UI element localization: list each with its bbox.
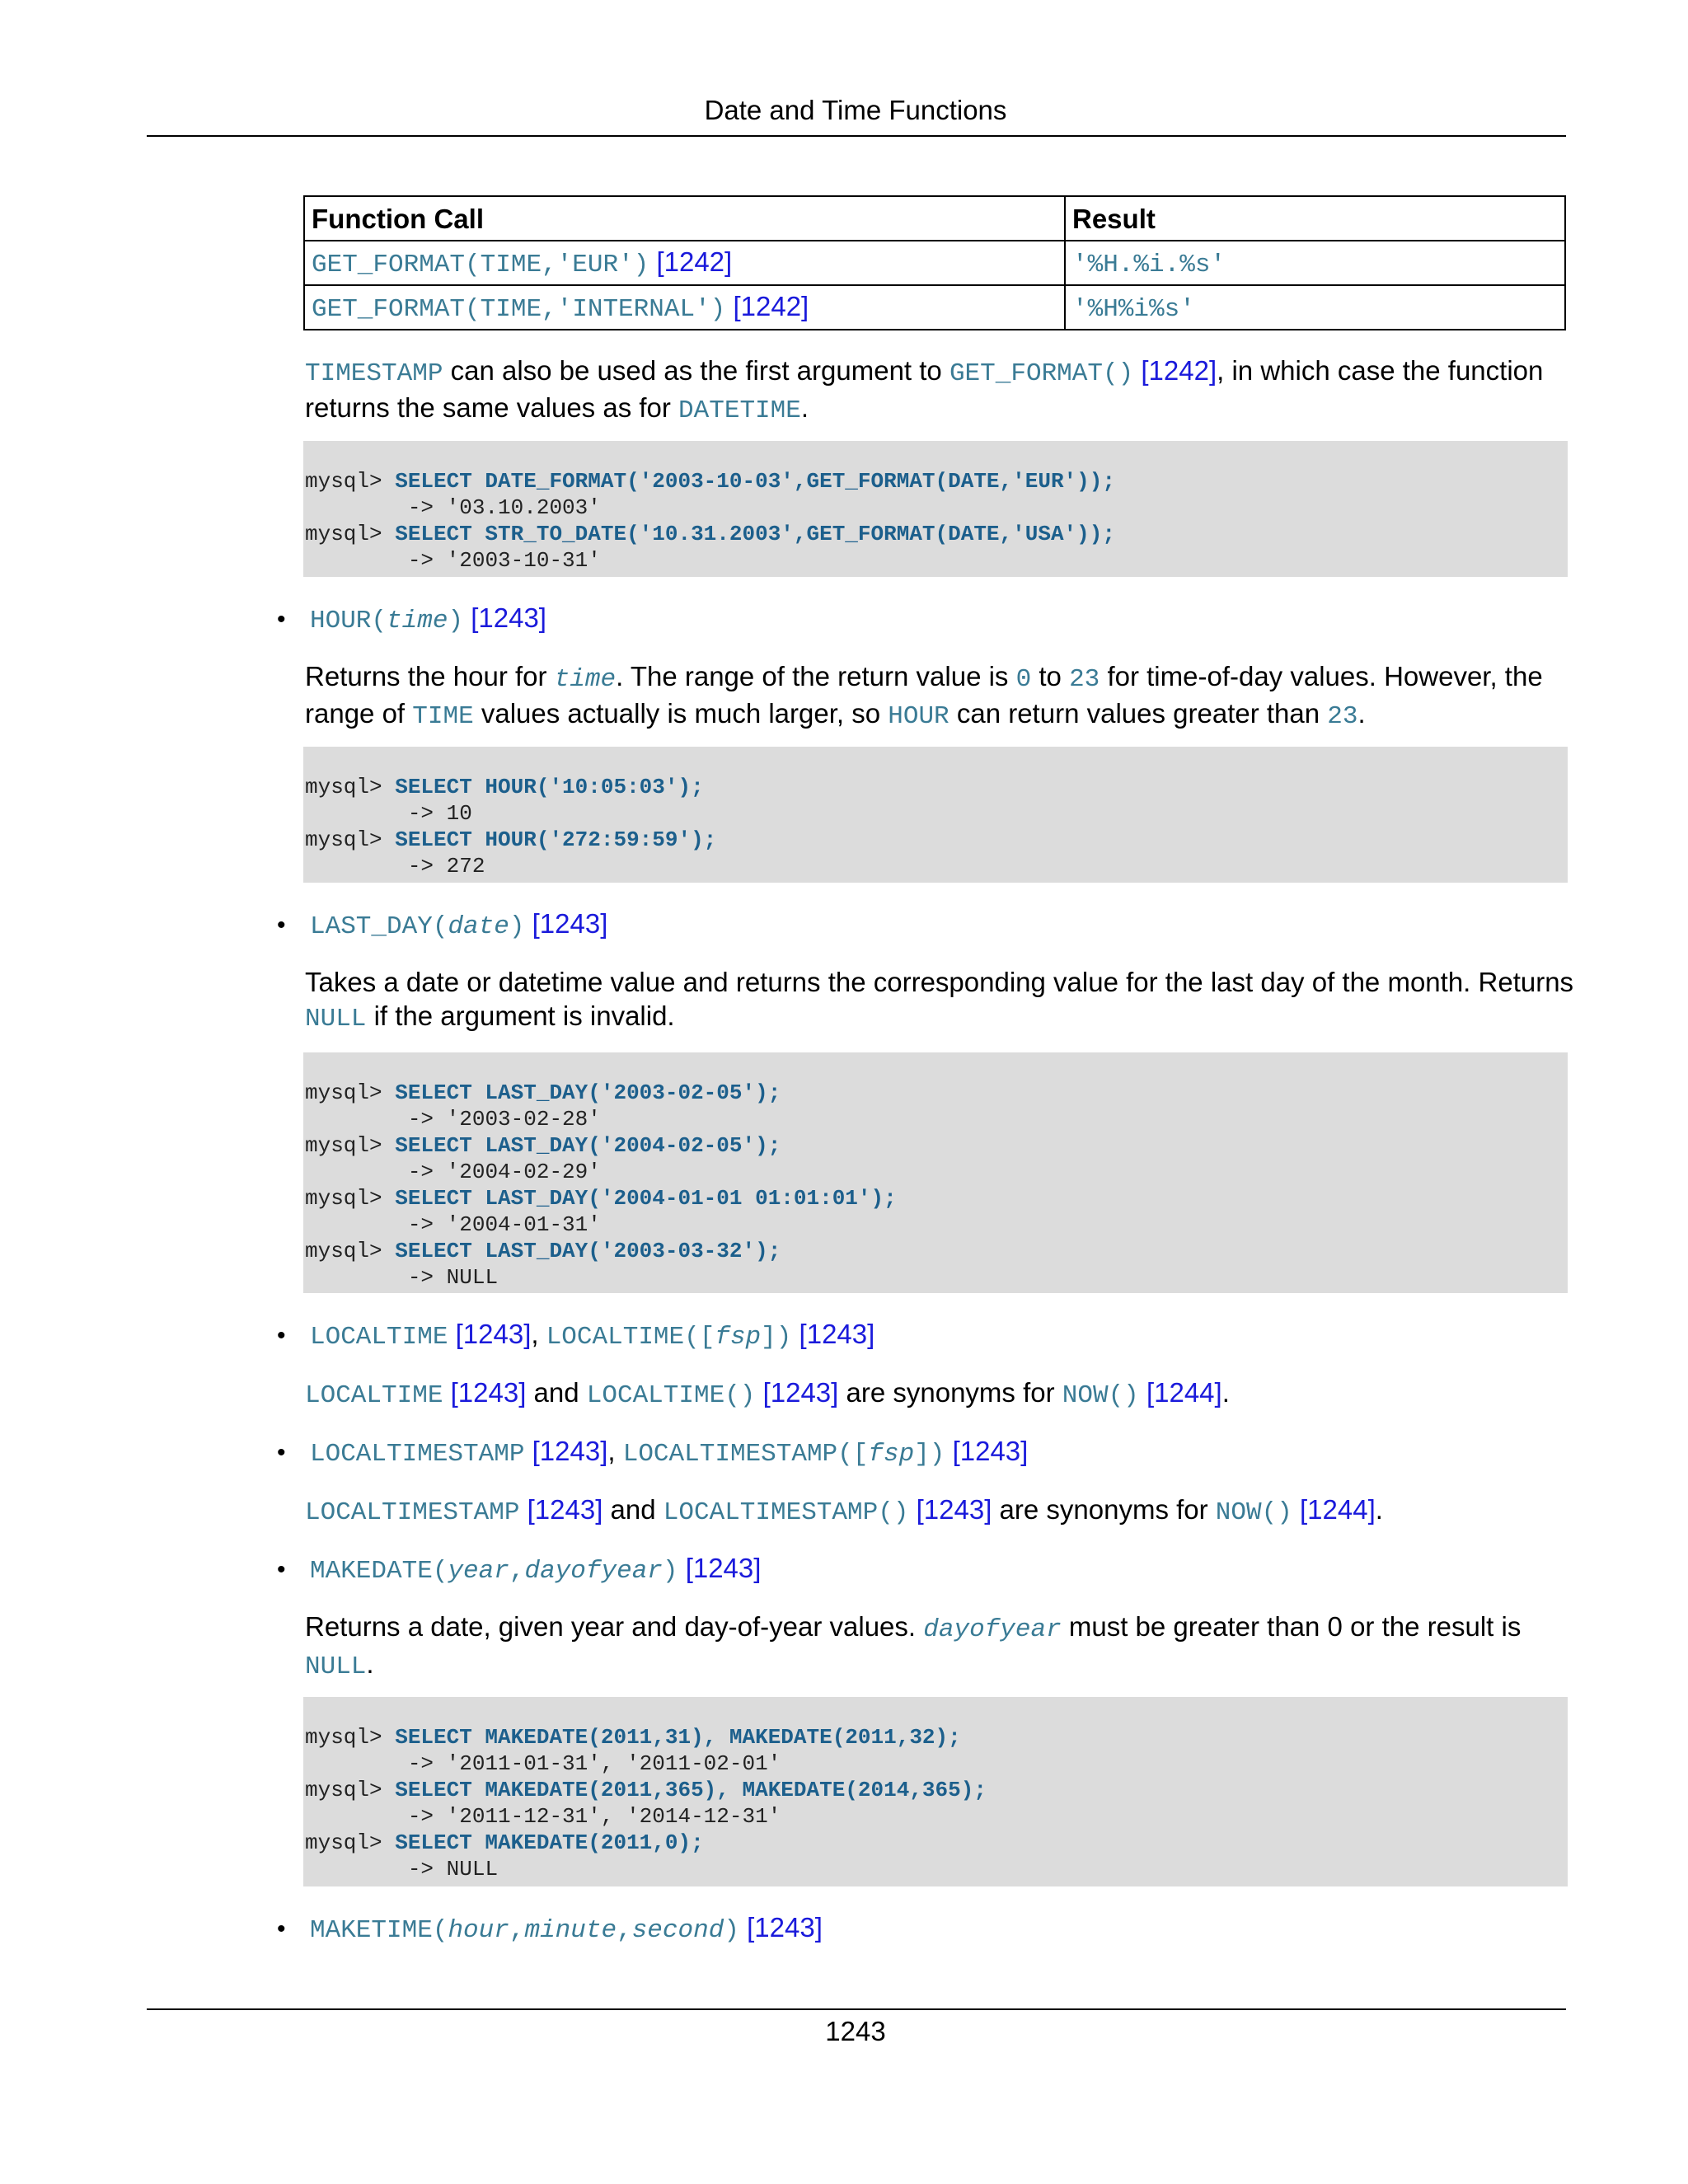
page-reference-link[interactable]: [1243] bbox=[799, 1319, 875, 1349]
list-item-hour bbox=[277, 601, 1563, 638]
paragraph-text: if the argument is invalid. bbox=[366, 1001, 675, 1031]
hour-function-link[interactable]: HOUR( bbox=[310, 607, 387, 635]
function-close: ) bbox=[509, 912, 525, 941]
list-item-maketime bbox=[277, 1910, 1563, 1947]
timestamp-code[interactable]: TIMESTAMP bbox=[305, 359, 443, 388]
get-format-link[interactable]: GET_FORMAT() bbox=[949, 359, 1134, 388]
code-command: SELECT HOUR('272:59:59'); bbox=[395, 827, 717, 852]
localtime-code-link[interactable]: LOCALTIME bbox=[305, 1381, 443, 1410]
time-code[interactable]: TIME bbox=[412, 702, 474, 731]
code-line bbox=[305, 1238, 1568, 1264]
code-literal: 23 bbox=[1327, 702, 1358, 731]
paragraph-text: can return values greater than bbox=[949, 698, 1328, 729]
table-row bbox=[304, 241, 1565, 285]
code-command: SELECT MAKEDATE(2011,365), MAKEDATE(2014,365); bbox=[395, 1778, 987, 1802]
code-line bbox=[305, 827, 1568, 853]
code-line bbox=[305, 1080, 1568, 1106]
code-literal: 0 bbox=[1015, 665, 1032, 694]
code-literal: 23 bbox=[1069, 665, 1100, 694]
code-prompt bbox=[305, 548, 408, 573]
table-header-row bbox=[304, 196, 1565, 241]
code-prompt bbox=[305, 1804, 408, 1829]
code-output: -> '2011-12-31', '2014-12-31' bbox=[407, 1804, 781, 1829]
last-day-function-link[interactable]: LAST_DAY( bbox=[310, 912, 448, 941]
result-value: '%H%i%s' bbox=[1072, 294, 1195, 324]
code-output: -> NULL bbox=[407, 1265, 499, 1290]
page-reference-link[interactable]: [1243] bbox=[455, 1319, 532, 1349]
code-command: SELECT HOUR('10:05:03'); bbox=[395, 775, 704, 799]
code-line bbox=[305, 494, 1568, 521]
code-command: SELECT LAST_DAY('2004-01-01 01:01:01'); bbox=[395, 1186, 897, 1211]
paragraph-text: . The range of the return value is bbox=[616, 661, 1016, 691]
now-link[interactable]: NOW() bbox=[1062, 1381, 1139, 1410]
code-line bbox=[305, 468, 1568, 494]
table-header-function-call: Function Call bbox=[304, 196, 1065, 241]
code-output: -> '03.10.2003' bbox=[407, 495, 601, 520]
timestamp-paragraph bbox=[305, 354, 1574, 428]
paragraph-text: Returns the hour for bbox=[305, 661, 555, 691]
code-command: SELECT LAST_DAY('2004-02-05'); bbox=[395, 1133, 781, 1158]
code-output: -> '2004-02-29' bbox=[407, 1160, 601, 1184]
paragraph-text: . bbox=[1357, 698, 1366, 729]
paragraph-text: to bbox=[1031, 661, 1070, 691]
code-command: SELECT LAST_DAY('2003-03-32'); bbox=[395, 1239, 781, 1263]
last-day-description bbox=[305, 965, 1574, 1036]
page-reference-link[interactable]: [1243] bbox=[747, 1912, 823, 1943]
page-reference-link[interactable]: [1243] bbox=[532, 1436, 608, 1466]
page-reference-link[interactable]: [1243] bbox=[685, 1553, 762, 1583]
function-argument: time bbox=[387, 607, 448, 635]
code-prompt: mysql> bbox=[305, 1830, 396, 1855]
paragraph-text: . bbox=[1375, 1494, 1383, 1525]
function-close: ) bbox=[662, 1557, 678, 1586]
page-reference-link[interactable]: [1242] bbox=[656, 246, 733, 277]
function-comma: , bbox=[509, 1557, 525, 1586]
code-line bbox=[305, 1212, 1568, 1238]
paragraph-text: for time-of-day values. However, the range of bbox=[305, 661, 1543, 729]
code-prompt bbox=[305, 1751, 408, 1776]
code-command: SELECT STR_TO_DATE('10.31.2003',GET_FORMAT(DATE,'USA')); bbox=[395, 522, 1115, 546]
null-code[interactable]: NULL bbox=[305, 1005, 367, 1033]
page-reference-link[interactable]: [1243] bbox=[527, 1494, 603, 1525]
code-line bbox=[305, 1132, 1568, 1159]
code-line bbox=[305, 800, 1568, 827]
table-cell-call bbox=[304, 241, 1065, 285]
bullet-icon: • bbox=[277, 606, 286, 633]
paragraph-text: can also be used as the first argument to bbox=[443, 355, 950, 386]
paragraph-text: Takes a date or datetime value and returns the corresponding value for the last day of the month. Returns bbox=[305, 967, 1574, 997]
null-code[interactable]: NULL bbox=[305, 1652, 367, 1681]
table-row bbox=[304, 285, 1565, 330]
code-line bbox=[305, 853, 1568, 879]
now-link[interactable]: NOW() bbox=[1215, 1498, 1292, 1527]
table-header-result: Result bbox=[1065, 196, 1565, 241]
localtimestamp-code-link[interactable]: LOCALTIMESTAMP bbox=[305, 1498, 520, 1527]
code-output: -> '2003-02-28' bbox=[407, 1107, 601, 1132]
code-prompt bbox=[305, 1857, 408, 1882]
bullet-icon: • bbox=[277, 1556, 286, 1583]
hour-code[interactable]: HOUR bbox=[888, 702, 950, 731]
code-block-get-format bbox=[303, 441, 1568, 577]
page-reference-link[interactable]: [1243] bbox=[532, 908, 608, 939]
function-argument: dayofyear bbox=[524, 1557, 663, 1586]
function-comma: , bbox=[509, 1916, 525, 1945]
function-argument: year bbox=[448, 1557, 509, 1586]
argument-name: time bbox=[554, 665, 617, 694]
paragraph-text: . bbox=[366, 1648, 374, 1679]
code-command: SELECT MAKEDATE(2011,31), MAKEDATE(2011,32); bbox=[395, 1725, 961, 1750]
paragraph-text: . bbox=[1221, 1377, 1230, 1408]
localtimestamp-link[interactable]: LOCALTIMESTAMP bbox=[310, 1440, 525, 1469]
code-prompt: mysql> bbox=[305, 775, 396, 799]
localtime-description bbox=[305, 1376, 1574, 1413]
function-close: ) bbox=[448, 607, 464, 635]
function-argument: fsp bbox=[868, 1440, 915, 1469]
bullet-icon: • bbox=[277, 1439, 286, 1466]
paragraph-text: must be greater than 0 or the result is bbox=[1061, 1611, 1522, 1642]
page-reference-link[interactable]: [1242] bbox=[733, 290, 809, 321]
page-reference-link[interactable]: [1244] bbox=[1299, 1494, 1376, 1525]
function-argument: fsp bbox=[715, 1323, 762, 1352]
list-item-localtimestamp bbox=[277, 1434, 1563, 1471]
page-reference-link[interactable]: [1244] bbox=[1146, 1377, 1222, 1408]
localtimestamp-description bbox=[305, 1493, 1574, 1530]
code-command: SELECT DATE_FORMAT('2003-10-03',GET_FORMAT(DATE,'EUR')); bbox=[395, 469, 1115, 494]
separator: , bbox=[531, 1319, 546, 1349]
makedate-function-link[interactable]: MAKEDATE( bbox=[310, 1557, 448, 1586]
code-line bbox=[305, 1830, 1568, 1856]
datetime-code[interactable]: DATETIME bbox=[678, 396, 801, 425]
function-argument: minute bbox=[524, 1916, 617, 1945]
paragraph-text: and bbox=[603, 1494, 663, 1525]
code-block-hour bbox=[303, 747, 1568, 883]
localtime-link[interactable]: LOCALTIME bbox=[310, 1323, 448, 1352]
localtime-fsp-link[interactable]: LOCALTIME([ bbox=[546, 1323, 715, 1352]
code-line bbox=[305, 774, 1568, 800]
code-prompt: mysql> bbox=[305, 1239, 396, 1263]
maketime-function-link[interactable]: MAKETIME( bbox=[310, 1916, 448, 1945]
running-header: Date and Time Functions bbox=[704, 95, 1007, 125]
code-prompt bbox=[305, 1107, 408, 1132]
paragraph-text: are synonyms for bbox=[992, 1494, 1216, 1525]
function-close: ]) bbox=[761, 1323, 792, 1352]
code-command: SELECT MAKEDATE(2011,0); bbox=[395, 1830, 704, 1855]
get-format-table bbox=[303, 195, 1566, 330]
code-prompt: mysql> bbox=[305, 1080, 396, 1105]
list-item-makedate bbox=[277, 1551, 1563, 1588]
page-number: 1243 bbox=[825, 2016, 886, 2046]
paragraph-text: . bbox=[800, 392, 809, 423]
paragraph-text: , in which case the function returns the same values as for bbox=[305, 355, 1544, 423]
code-output: -> 272 bbox=[407, 854, 485, 879]
header-rule bbox=[147, 135, 1566, 137]
code-output: -> '2011-01-31', '2011-02-01' bbox=[407, 1751, 781, 1776]
page-reference-link[interactable]: [1243] bbox=[471, 602, 546, 633]
code-line bbox=[305, 1159, 1568, 1185]
paragraph-text: are synonyms for bbox=[838, 1377, 1062, 1408]
bullet-icon: • bbox=[277, 912, 286, 939]
code-prompt bbox=[305, 854, 408, 879]
code-prompt bbox=[305, 1265, 408, 1290]
code-prompt: mysql> bbox=[305, 1725, 396, 1750]
code-prompt bbox=[305, 1212, 408, 1237]
paragraph-text: values actually is much larger, so bbox=[473, 698, 889, 729]
code-command: SELECT LAST_DAY('2003-02-05'); bbox=[395, 1080, 781, 1105]
page-reference-link[interactable]: [1243] bbox=[952, 1436, 1029, 1466]
localtimestamp-parens-link[interactable]: LOCALTIMESTAMP() bbox=[663, 1498, 909, 1527]
list-item-last-day bbox=[277, 907, 1563, 944]
function-argument: date bbox=[448, 912, 509, 941]
code-prompt: mysql> bbox=[305, 1778, 396, 1802]
code-output: -> 10 bbox=[407, 801, 472, 826]
separator: , bbox=[607, 1436, 623, 1466]
paragraph-text: and bbox=[526, 1377, 587, 1408]
code-block-last-day bbox=[303, 1052, 1568, 1293]
code-prompt bbox=[305, 495, 408, 520]
function-close: ]) bbox=[914, 1440, 945, 1469]
argument-name: dayofyear bbox=[923, 1615, 1062, 1644]
code-prompt bbox=[305, 1160, 408, 1184]
code-prompt bbox=[305, 801, 408, 826]
code-line bbox=[305, 1264, 1568, 1291]
function-call-link[interactable]: GET_FORMAT(TIME,'INTERNAL') bbox=[312, 294, 726, 324]
function-comma: , bbox=[617, 1916, 632, 1945]
makedate-description bbox=[305, 1610, 1574, 1684]
code-prompt: mysql> bbox=[305, 1186, 396, 1211]
page-reference-link[interactable]: [1242] bbox=[1141, 355, 1217, 386]
code-line bbox=[305, 1750, 1568, 1777]
code-line bbox=[305, 1856, 1568, 1882]
code-output: -> NULL bbox=[407, 1857, 499, 1882]
code-line bbox=[305, 1724, 1568, 1750]
result-value: '%H.%i.%s' bbox=[1072, 250, 1226, 279]
table-cell-result bbox=[1065, 285, 1565, 330]
bullet-icon: • bbox=[277, 1915, 286, 1943]
list-item-localtime bbox=[277, 1317, 1563, 1354]
localtimestamp-fsp-link[interactable]: LOCALTIMESTAMP([ bbox=[622, 1440, 869, 1469]
code-prompt: mysql> bbox=[305, 827, 396, 852]
paragraph-text: Returns a date, given year and day-of-year values. bbox=[305, 1611, 924, 1642]
function-close: ) bbox=[724, 1916, 739, 1945]
code-line bbox=[305, 1803, 1568, 1830]
code-line bbox=[305, 521, 1568, 547]
page-reference-link[interactable]: [1243] bbox=[762, 1377, 839, 1408]
code-line bbox=[305, 547, 1568, 574]
code-output: -> '2003-10-31' bbox=[407, 548, 601, 573]
page-reference-link[interactable]: [1243] bbox=[916, 1494, 992, 1525]
table-cell-call bbox=[304, 285, 1065, 330]
code-line bbox=[305, 1777, 1568, 1803]
bullet-icon: • bbox=[277, 1322, 286, 1349]
code-prompt: mysql> bbox=[305, 522, 396, 546]
code-prompt: mysql> bbox=[305, 469, 396, 494]
code-block-makedate bbox=[303, 1697, 1568, 1886]
code-line bbox=[305, 1106, 1568, 1132]
table-cell-result bbox=[1065, 241, 1565, 285]
hour-description bbox=[305, 659, 1574, 733]
function-argument: second bbox=[631, 1916, 724, 1945]
code-line bbox=[305, 1185, 1568, 1212]
code-prompt: mysql> bbox=[305, 1133, 396, 1158]
function-argument: hour bbox=[448, 1916, 509, 1945]
function-call-link[interactable]: GET_FORMAT(TIME,'EUR') bbox=[312, 250, 649, 279]
code-output: -> '2004-01-31' bbox=[407, 1212, 601, 1237]
localtime-parens-link[interactable]: LOCALTIME() bbox=[586, 1381, 756, 1410]
footer-rule bbox=[147, 2008, 1566, 2010]
page-reference-link[interactable]: [1243] bbox=[450, 1377, 527, 1408]
